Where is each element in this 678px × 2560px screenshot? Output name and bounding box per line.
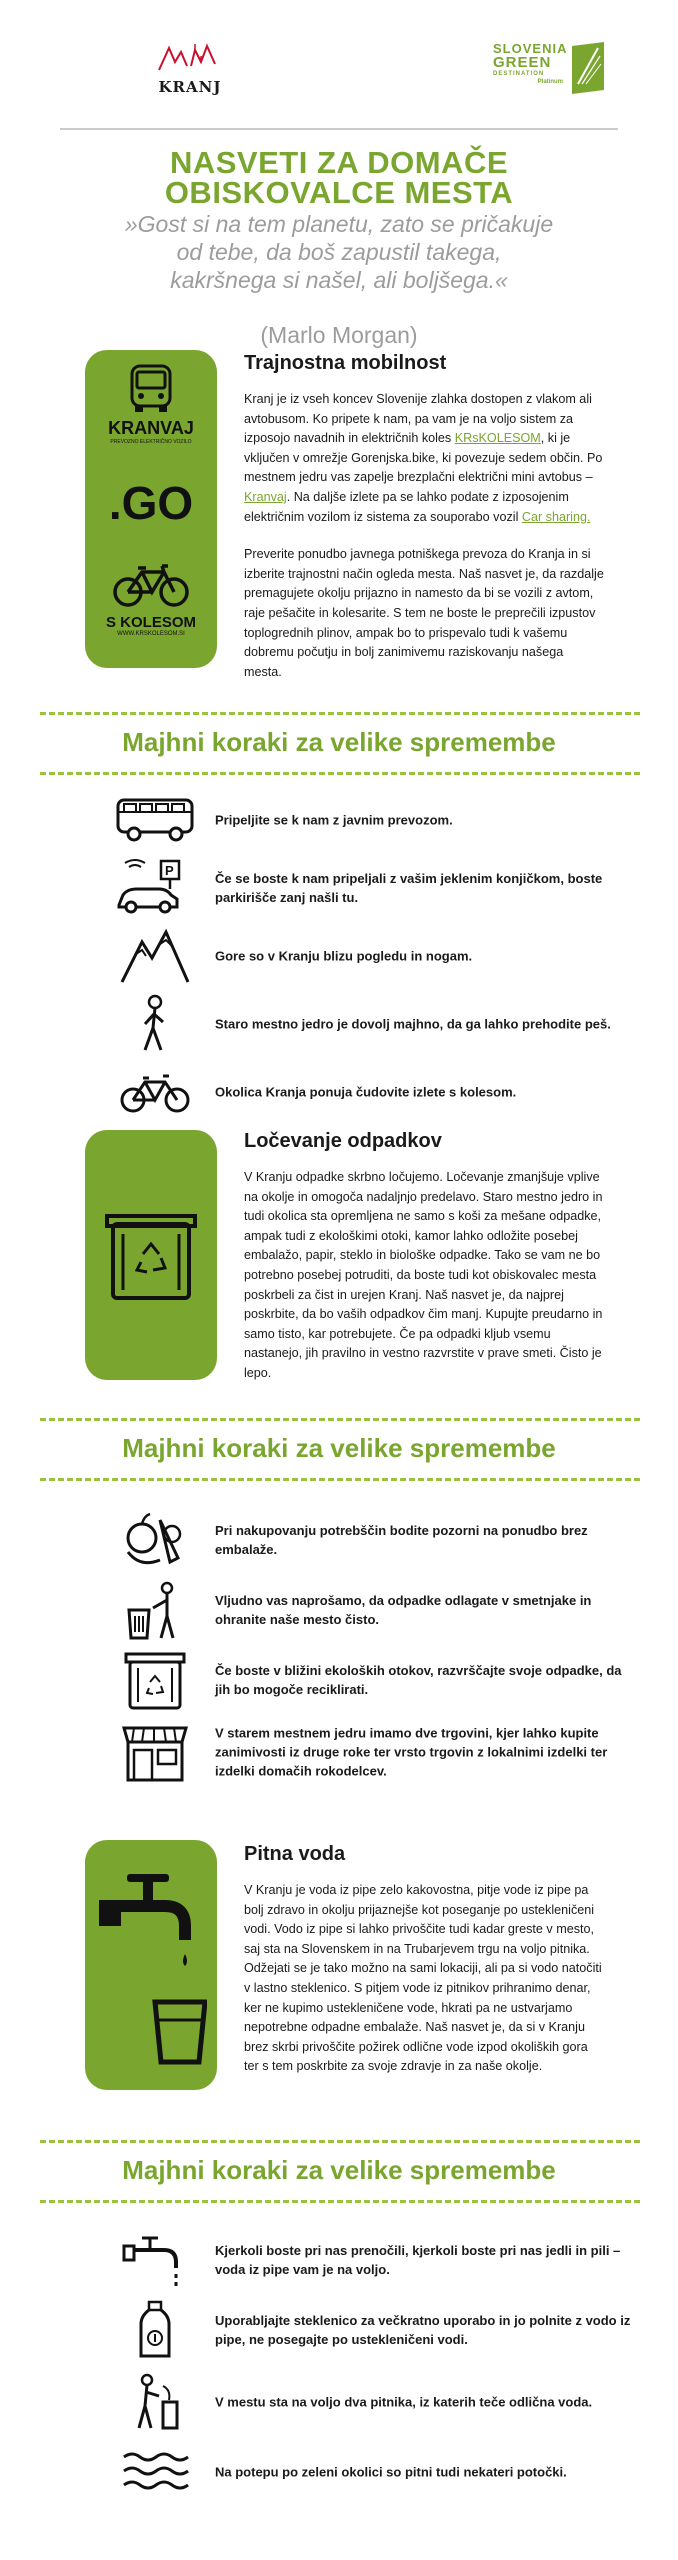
sg-wordmark <box>493 42 567 85</box>
bottle-icon <box>110 2300 200 2360</box>
step-text: Staro mestno jedro je dovolj majhno, da ga lahko prehodite peš. <box>215 1016 611 1032</box>
waste-text: V Kranju odpadke skrbno ločujemo. Ločevanje zmanjšuje vplive na okolje in omogoča nadaljnjo predelavo. Staro mestno jedro in tudi okolica sta opremljena ne samo s koši za mešane odpadke, ampak tudi z ekološkimi otoki, kamor lahko odložite posebej embalažo, papir, steklo in biološke odpadke. Tako se vam ne bo potrebno posebej potruditi, da boste tudi kot obiskovalec mesta poskrbeli za čist in urejen Kranj. Naš nasvet je, da najprej poskrbite, da bo vaših odpadkov čim manj. Kupujte preudarno in samo tisto, kar potrebujete. Če pa odpadki kljub vsemu nastanejo, jih pravilno in vestno razvrstite v prave smeti. Čisto je lepo. <box>244 1170 603 1380</box>
tap-icon <box>110 2230 200 2290</box>
svg-text:P: P <box>165 863 174 878</box>
quote-line1: »Gost si na tem planetu, zato se pričakuje <box>124 211 554 237</box>
sg-line1: SLOVENIA <box>493 41 568 56</box>
mobility-p1-part-c: . Na daljše izlete pa se lahko podate z izposojenim električnim vozilom iz sistema za souporabo vozil <box>244 489 569 524</box>
water-card <box>85 1840 217 2090</box>
mobility-text <box>244 390 604 682</box>
tap-glass-large-icon <box>95 1860 207 2070</box>
page-title-line2: OBISKOVALCE MESTA <box>164 175 514 210</box>
quote-line3: kakršnega si našel, ali boljšega.« <box>170 267 508 293</box>
quote <box>0 210 678 294</box>
water-text: V Kranju je voda iz pipe zelo kakovostna, pitje vode iz pipe pa bolj zdravo in okolju prijaznejše kot poseganje po ustekleničeni vodi. Vodo iz pipe si lahko privoščite tudi kadar greste v mesto, saj sta na Slovenskem in na Trubarjevem trgu na voljo pitnika. Odžejati se je tako možno na sami lokaciji, ali pa si vodo natočiti v lastno steklenico. S pitjem vode iz pitnikov prihranimo denar, ker ne kupimo ustekleničene vode, hkrati pa ne ustvarjamo nepotrebne odpadne embalaže. Naš nasvet je, da si v Kranju brez skrbi privoščite požirek odlične vode izpod okoliških gora ter s tem poskrbite za svoje zdravje in za naše okolje. <box>244 1883 602 2074</box>
step-item <box>110 858 630 918</box>
walking-person-icon <box>110 994 200 1054</box>
stream-waves-icon <box>110 2442 200 2502</box>
recycle-bin-large-icon <box>103 1210 199 1302</box>
go-logo[interactable]: .GO <box>108 477 194 529</box>
section-divider <box>40 1418 640 1421</box>
step-item <box>110 1510 630 1570</box>
kranj-logo[interactable] <box>155 40 225 96</box>
sg-line4: Platinum <box>537 79 563 85</box>
water-title: Pitna voda <box>244 1843 346 1865</box>
waste-title: Ločevanje odpadkov <box>244 1130 442 1152</box>
kolesom-sub: WWW.KRSKOLESOM.SI <box>117 631 185 637</box>
step-text: Na potepu po zeleni okolici so pitni tudi nekateri potočki. <box>215 2464 567 2480</box>
person-trash-icon <box>110 1580 200 1640</box>
section-divider <box>40 1478 640 1481</box>
bus-icon <box>110 790 200 850</box>
krskolesom-link[interactable]: KRsKOLESOM <box>454 431 541 446</box>
minibus-front-icon <box>126 362 176 414</box>
page-header <box>60 0 618 130</box>
kranvaj-link[interactable]: Kranvaj <box>244 489 287 504</box>
step-item <box>110 790 630 850</box>
car-parking-icon <box>110 858 200 918</box>
kolesom-bicycle-icon <box>112 562 190 608</box>
step-text: Če se boste k nam pripeljali z vašim jeklenim konjičkom, boste parkirišče zanj našli tu. <box>215 871 603 905</box>
step-item <box>110 1062 630 1122</box>
kranj-logo-mark-icon <box>155 40 225 76</box>
step-text: Pri nakupovanju potrebščin bodite pozorni na ponudbo brez embalaže. <box>215 1523 588 1557</box>
step-item <box>110 2442 630 2502</box>
step-item <box>110 1722 630 1782</box>
kranvaj-label: KRANVAJ <box>108 418 194 438</box>
mobility-p1-part-b: , ki je vključen v omrežje Gorenjska.bike, ki povezuje sedem občin. Po mestnem jedru vas zapelje brezplačni električni mini avtobus – <box>244 431 603 485</box>
kranvaj-sub: PREVOZNO ELEKTRIČNO VOZILO <box>110 439 192 445</box>
page-title <box>0 145 678 210</box>
kranj-logo-text: KRANJ <box>158 78 222 96</box>
steps-heading-2: Majhni koraki za velike spremembe <box>122 1433 556 1463</box>
waste-card <box>85 1130 217 1380</box>
drinking-fountain-icon <box>110 2372 200 2432</box>
bicycle-icon <box>110 1062 200 1122</box>
section-divider <box>40 712 640 715</box>
step-item <box>110 1580 630 1640</box>
step-text: Vljudno vas naprošamo, da odpadke odlagate v smetnjake in ohranite naše mesto čisto. <box>215 1593 592 1627</box>
sg-line2: GREEN <box>493 54 552 71</box>
kolesom-label: S KOLESOM <box>105 614 196 631</box>
page-title-line1: NASVETI ZA DOMAČE <box>169 145 509 180</box>
slovenia-green-logo[interactable] <box>493 38 608 106</box>
step-item <box>110 926 630 986</box>
step-item <box>110 2372 630 2432</box>
step-text: Pripeljite se k nam z javnim prevozom. <box>215 812 453 828</box>
mountains-icon <box>110 926 200 986</box>
step-text: Gore so v Kranju blizu pogledu in nogam. <box>215 948 473 964</box>
mobility-paragraph-2: Preverite ponudbo javnega potniškega prevoza do Kranja in si izberite trajnostni način ogleda mesta. Naš nasvet je, da razdalje premagujete okolju prijazno in namesto da bi se vozili z avtom, raje pešačite in kolesarite. S tem ne boste le preprečili izpustov toplogrednih plinov, ampak bo to prispevalo tudi k vašemu dobremu počutju in bolj zanimivemu raziskovanju našega mesta. <box>244 547 604 679</box>
step-text: V mestu sta na voljo dva pitnika, iz katerih teče odlična voda. <box>215 2394 593 2410</box>
step-item <box>110 1650 630 1710</box>
car-sharing-link[interactable]: Car sharing. <box>521 509 591 524</box>
section-divider <box>40 2200 640 2203</box>
step-text: V starem mestnem jedru imamo dve trgovini, kjer lahko kupite zanimivosti iz druge roke ter vrsto trgovin z lokalnimi izdelki ter izdelki domačih rokodelcev. <box>215 1725 608 1779</box>
step-item <box>110 2300 630 2360</box>
step-text: Uporabljajte steklenico za večkratno uporabo in jo polnite z vodo iz pipe, ne posegajte po ustekleničeni vodi. <box>215 2313 631 2347</box>
fruits-vegetables-icon <box>110 1510 200 1570</box>
mobility-paragraph-1 <box>244 390 604 527</box>
steps-heading-1: Majhni koraki za velike spremembe <box>122 727 556 757</box>
section-divider <box>40 772 640 775</box>
step-item <box>110 994 630 1054</box>
steps-heading-3: Majhni koraki za velike spremembe <box>122 2155 556 2185</box>
sg-leaf-icon <box>568 40 608 94</box>
step-text: Kjerkoli boste pri nas prenočili, kjerkoli boste pri nas jedli in pili – voda iz pipe vam je na voljo. <box>215 2243 621 2277</box>
section-divider <box>40 2140 640 2143</box>
step-text: Če boste v bližini ekoloških otokov, razvrščajte svoje odpadke, da jih bo mogoče reciklirati. <box>215 1663 622 1697</box>
kolesom-logo[interactable] <box>85 562 217 637</box>
quote-line2: od tebe, da boš zapustil takega, <box>176 239 502 265</box>
mobility-card <box>85 350 217 668</box>
mobility-p1-part-a: Kranj je iz vseh koncev Slovenije zlahka dostopen z vlakom ali avtobusom. Ko pripete k nam, pa vam je na voljo sistem za izposojo navadnih in električnih koles <box>244 392 592 446</box>
quote-author: (Marlo Morgan) <box>260 322 418 348</box>
kranvaj-logo[interactable] <box>85 362 217 445</box>
shop-icon <box>110 1722 200 1782</box>
mobility-title: Trajnostna mobilnost <box>244 352 447 374</box>
step-item <box>110 2230 630 2290</box>
step-text: Okolica Kranja ponuja čudovite izlete s kolesom. <box>215 1084 517 1100</box>
recycle-bin-icon <box>110 1650 200 1710</box>
sg-line3: DESTINATION <box>493 71 545 77</box>
